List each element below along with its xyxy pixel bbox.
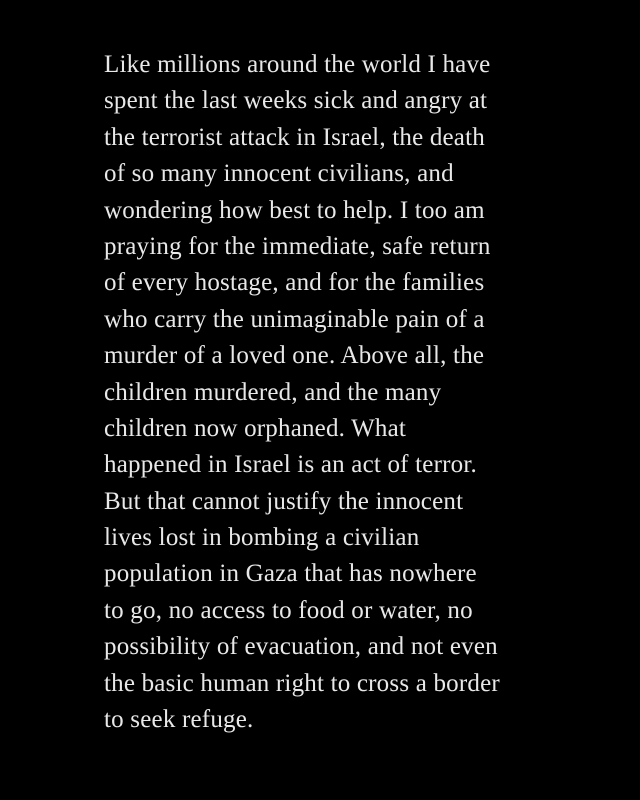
statement-line: children now orphaned. What [104,414,407,442]
statement-line: praying for the immediate, safe return [104,232,491,260]
statement-line: of every hostage, and for the families [104,269,485,297]
statement-line: Like millions around the world I have [104,51,491,78]
statement-line: murder of a loved one. Above all, the [104,342,485,370]
statement-line: spent the last weeks sick and angry at [104,87,488,115]
statement-line: to seek refuge. [104,706,254,734]
statement-line: who carry the unimaginable pain of a [104,305,485,333]
statement-line: wondering how best to help. I too am [104,196,485,224]
statement-line: the terrorist attack in Israel, the death [104,123,485,151]
statement-line: But that cannot justify the innocent [104,487,464,515]
statement-line: happened in Israel is an act of terror. [104,451,477,479]
statement-line: possibility of evacuation, and not even [104,633,498,661]
statement-line: lives lost in bombing a civilian [104,524,420,552]
statement-line: of so many innocent civilians, and [104,160,454,188]
statement-line: the basic human right to cross a border [104,669,500,697]
statement-line: to go, no access to food or water, no [104,596,473,624]
statement-line: children murdered, and the many [104,378,442,406]
statement-line: population in Gaza that has nowhere [104,560,477,588]
